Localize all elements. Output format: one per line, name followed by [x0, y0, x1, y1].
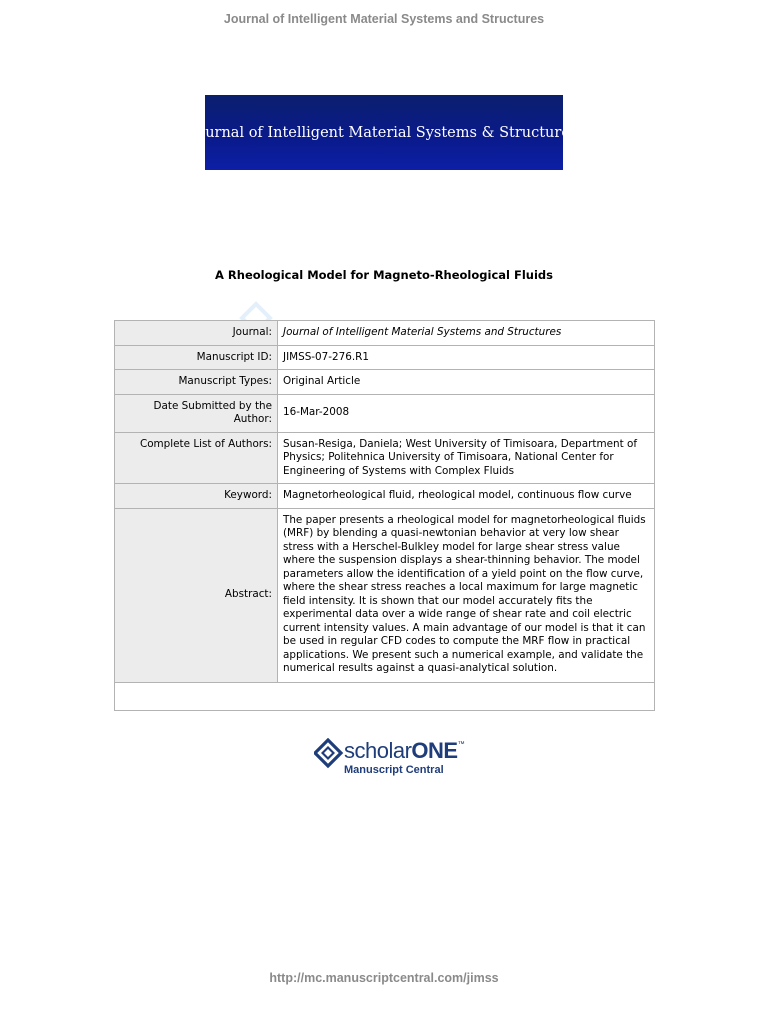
logo-word-light: scholar — [344, 738, 412, 763]
row-abstract — [115, 508, 655, 682]
row-manuscript-id — [115, 345, 655, 370]
manuscript-types-value: Original Article — [278, 370, 655, 395]
logo-subtitle: Manuscript Central — [344, 764, 444, 776]
date-submitted-label: Date Submitted by the Author: — [115, 394, 278, 432]
manuscript-types-label: Manuscript Types: — [115, 370, 278, 395]
scholarone-diamond-icon — [314, 738, 344, 770]
manuscript-id-value: JIMSS-07-276.R1 — [278, 345, 655, 370]
journal-value: Journal of Intelligent Material Systems and Structures — [278, 321, 655, 346]
logo-word-bold: ONE — [411, 738, 458, 763]
date-submitted-value: 16-Mar-2008 — [278, 394, 655, 432]
scholarone-logo — [314, 738, 464, 782]
row-blank — [115, 682, 655, 710]
authors-value: Susan-Resiga, Daniela; West University of Timisoara, Department of Physics; Politehnica University of Timisoara, National Center for Engineering of Systems with Complex Fluids — [278, 432, 655, 484]
keyword-value: Magnetorheological fluid, rheological model, continuous flow curve — [278, 484, 655, 509]
footer-url: http://mc.manuscriptcentral.com/jimss — [269, 971, 499, 985]
logo-wordmark — [344, 738, 464, 764]
journal-label: Journal: — [115, 321, 278, 346]
authors-label: Complete List of Authors: — [115, 432, 278, 484]
row-authors — [115, 432, 655, 484]
keyword-label: Keyword: — [115, 484, 278, 509]
logo-trademark: ™ — [457, 741, 465, 748]
manuscript-metadata-table — [114, 320, 655, 711]
banner-text: Journal of Intelligent Material Systems & Structures — [190, 124, 578, 141]
row-manuscript-types — [115, 370, 655, 395]
abstract-value: The paper presents a rheological model for magnetorheological fluids (MRF) by blending a quasi-newtonian behavior at very low shear stress with a Herschel-Bulkley model for large shear stress value where the suspension displays a shear-thinning behavior. The model parameters allow the identification of a yield point on the flow curve, where the shear stress reaches a local maximum for large magnetic field intensity. It is shown that our model accurately fits the experimental data over a wide range of shear rate and coil electric current intensity values. A main advantage of our model is that it can be used in regular CFD codes to compute the MRF flow in practical applications. We present such a numerical example, and validate the numerical results against a quasi-analytical solution. — [278, 508, 655, 682]
row-keyword — [115, 484, 655, 509]
abstract-label: Abstract: — [115, 508, 278, 682]
journal-banner — [190, 95, 578, 170]
row-journal — [115, 321, 655, 346]
paper-title: A Rheological Model for Magneto-Rheological Fluids — [215, 268, 553, 282]
manuscript-id-label: Manuscript ID: — [115, 345, 278, 370]
running-head: Journal of Intelligent Material Systems and Structures — [223, 12, 545, 26]
row-date-submitted — [115, 394, 655, 432]
blank-cell — [115, 682, 655, 710]
